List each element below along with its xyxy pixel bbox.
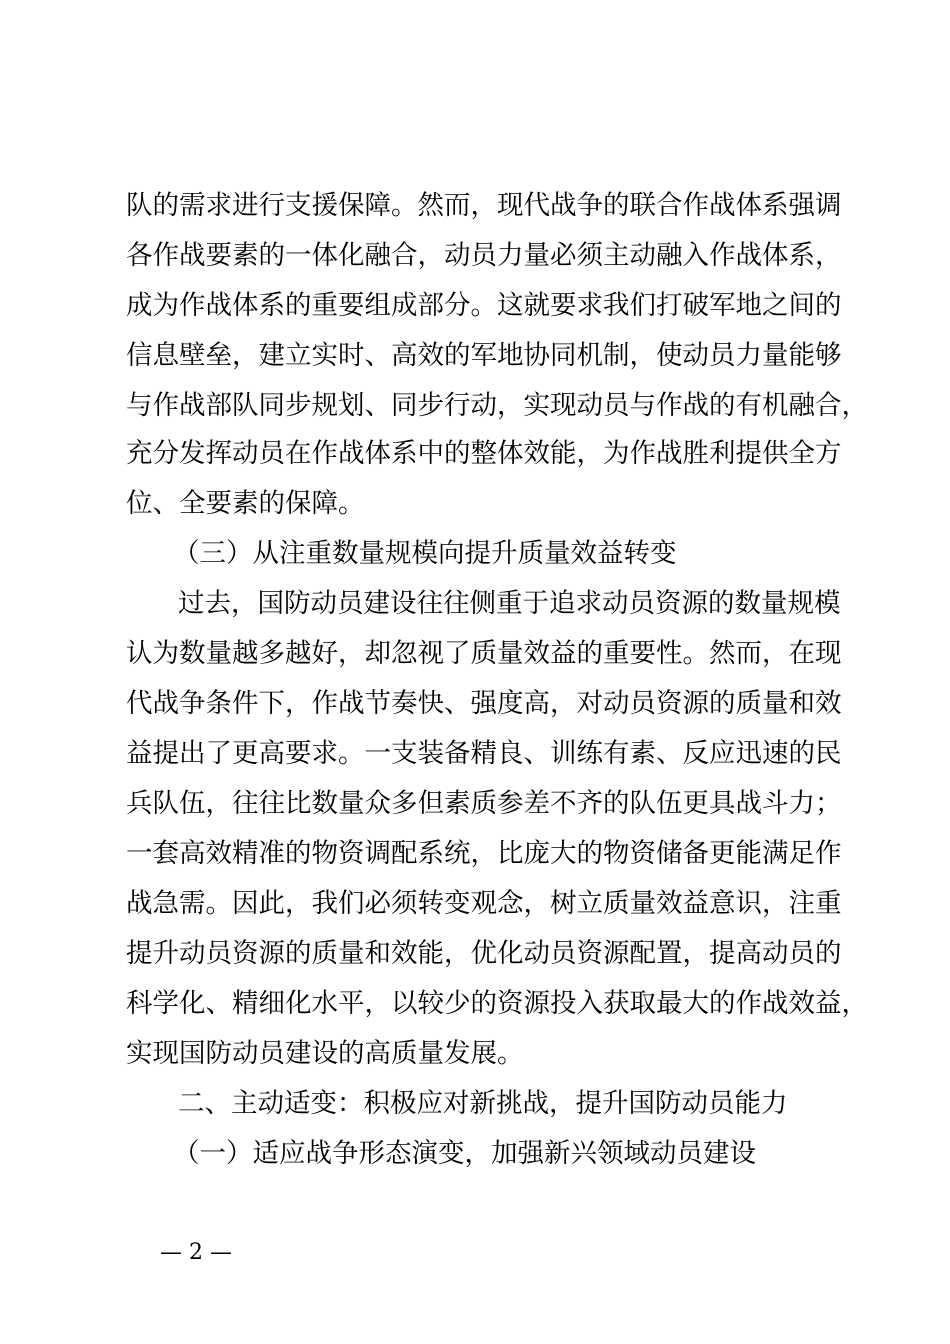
body-line-18: 实现国防动员建设的高质量发展。: [126, 1038, 524, 1069]
body-line-13: 兵队伍，往往比数量众多但素质参差不齐的队伍更具战斗力；: [126, 788, 842, 819]
page-number-footer: — 2 —: [160, 1240, 232, 1265]
body-line-1: 队的需求进行支援保障。然而，现代战争的联合作战体系强调: [126, 190, 842, 221]
body-line-7: 位、全要素的保障。: [126, 488, 365, 519]
body-line-17: 科学化、精细化水平，以较少的资源投入获取最大的作战效益，: [126, 988, 868, 1019]
body-line-2: 各作战要素的一体化融合，动员力量必须主动融入作战体系，: [126, 240, 842, 271]
section-heading-two-one: （一）适应战争形态演变，加强新兴领域动员建设: [173, 1138, 756, 1169]
body-line-5: 与作战部队同步规划、同步行动，实现动员与作战的有机融合，: [126, 390, 868, 421]
body-line-14: 一套高效精准的物资调配系统，比庞大的物资储备更能满足作: [126, 838, 842, 869]
section-heading-two: 二、主动适变：积极应对新挑战，提升国防动员能力: [178, 1088, 788, 1119]
body-line-12: 益提出了更高要求。一支装备精良、训练有素、反应迅速的民: [126, 738, 842, 769]
body-line-15: 战急需。因此，我们必须转变观念，树立质量效益意识，注重: [126, 888, 842, 919]
body-line-10: 认为数量越多越好，却忽视了质量效益的重要性。然而，在现: [126, 638, 842, 669]
body-line-9: 过去，国防动员建设往往侧重于追求动员资源的数量规模: [178, 588, 841, 619]
section-heading-three: （三）从注重数量规模向提升质量效益转变: [173, 538, 677, 569]
body-line-6: 充分发挥动员在作战体系中的整体效能，为作战胜利提供全方: [126, 438, 842, 469]
body-line-3: 成为作战体系的重要组成部分。这就要求我们打破军地之间的: [126, 290, 842, 321]
body-line-11: 代战争条件下，作战节奏快、强度高，对动员资源的质量和效: [126, 688, 842, 719]
body-line-16: 提升动员资源的质量和效能，优化动员资源配置，提高动员的: [126, 938, 842, 969]
body-line-4: 信息壁垒，建立实时、高效的军地协同机制，使动员力量能够: [126, 340, 842, 371]
